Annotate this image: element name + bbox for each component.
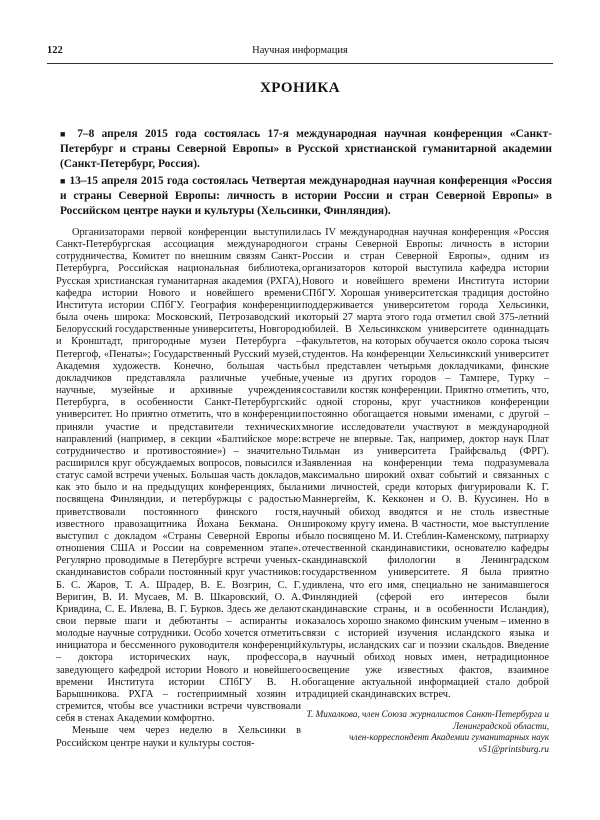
author-signature xyxy=(302,709,549,755)
signature-position: член-корреспондент Академии гуманитарных наук xyxy=(349,732,549,743)
square-bullet-icon: ■ xyxy=(60,175,67,186)
section-name: Научная информация xyxy=(252,45,348,56)
announcement-2-text: 13–15 апреля 2015 года состоялась Четвертая международная научная конференция «Россия и страны Северной Европы: личность в истории России и стран Северной Европы» в Российском центре науки и культуры (Хельсинки, Финляндия). xyxy=(60,174,552,218)
article-paragraph-2-start: Меньше чем через неделю в Хельсинки в Российском центре науки и культуры состоя- xyxy=(56,725,301,749)
running-head xyxy=(47,44,553,58)
announcement-2 xyxy=(60,174,552,220)
article-column-right xyxy=(302,227,549,755)
announcement-1-text: 7–8 апреля 2015 года состоялась 17-я международная научная конференция «Санкт-Петербург и страны Северной Европы» в Русской христианской гуманитарной академии (Санкт-Петербург, Россия). xyxy=(60,128,552,171)
signature-email: v51@printsburg.ru xyxy=(478,743,549,754)
article-paragraph-2: лась IV международная научная конференция «Россия и страны Северной Европы: личность в истории России и стран Северной Европы», одним из организаторов которой выступила кафедра истории Нового и новейшего времени Института истории СПбГУ. Хорошая университетская традиция достойно поддерживается университетом города Хельсинки, который 27 марта этого года отметил свой 375-летний юбилей. В Хельсинкском университете одиннадцать факультетов, на которых обучается около сорока тысяч студентов. На конференции Хельсинкский университет был представлен четырьмя докладчиками, финские ученые из других городов – Тампере, Турку – составили костяк конференции. Приятно отметить, что, с одной стороны, круг участников конференции постоянно обогащается новыми именами, с другой – многие исследователи участвуют в международной встрече не впервые. Так, например, доктор наук Плат Тильман из университета Грайфсвальд (ФРГ). Заявленная на конференции тема подразумевала максимально широкий охват событий и связанных с ними личностей, среди которых фигурировали К. Г. Маннергейм, К. Кекконен и О. В. Куусинен. Но в научный обиход вводятся и не столь известные широкому кругу имена. В частности, мое выступление было посвящено М. И. Стеблин-Каменскому, патриарху отечественной скандинавистики, основателю кафедры скандинавской филологии в Ленинградском государственном университете. Я была приятно удивлена, что его имя, специально не занимавшегося Финляндией (сферой его интересов были скандинавские страны, и в особенности Исландия), оказалось хорошо знакомо финским ученым – именно в связи с историей изучения исландского языка и культуры, исландских саг и поэзии скальдов. Введение в научный обиход новых имен, нетрадиционное освещение уже известных фактов, взаимное обогащение актуальной информацией стало доброй традицией скандинавских встреч. xyxy=(302,227,549,700)
article-paragraph-1: Организаторами первой конференции выступили Санкт-Петербургская ассоциация международного сотрудничества, Комитет по внешним связям Санкт-Петербурга, Российская национальная библиотека, Русская христианская гуманитарная академия (РХГА), кафедра истории Нового и новейшего времени Института истории СПбГУ. География конференции была очень широка: Московский, Петрозаводский и Белорусский государственные университеты, Новгород и Кронштадт, пригородные музеи Петербурга – Петергоф, «Пенаты»; Государственный Русский музей, Академия художеств. Конечно, большая часть докладчиков представляла различные учебные, научные, музейные и архивные учреждения Петербурга, в особенности Санкт-Петербургский университет. Но приятно отметить, что в конференции приняли участие и представители технических направлений (например, в секции «Балтийское море: сотрудничество и противостояние») – значительно расширился круг обсуждаемых вопросов, повысился и статус самой встречи ученых. Большая часть докладов, как это было и на предыдущих конференциях, была посвящена Финляндии, и петербуржцы с радостью приветствовали постоянного финского гостя, известного правозащитника Йохана Бекмана. Он выступил с докладом «Страны Северной Европы и отношения США и России на современном этапе». Регулярно проводимые в Петербурге встречи ученых-скандинавистов собрали постоянный круг участников: Б. С. Жаров, Т. А. Шрадер, В. Е. Возгрин, С. Г. Веригин, В. И. Мусаев, М. В. Шкаровский, О. А. Кривдина, С. Е. Ивлева, В. Г. Бурков. Здесь же делают свои первые шаги и дебютанты – аспиранты и молодые научные сотрудники. Особо хочется отметить инициатора и бессменного руководителя конференций – доктора исторических наук, профессора, заведующего кафедрой истории Нового и новейшего времени Института истории СПбГУ В. Н. Барышникова. РХГА – гостеприимный хозяин и стремится, чтобы все участники встречи чувствовали себя в стенах Академии комфортно. xyxy=(56,227,301,725)
square-bullet-icon: ■ xyxy=(60,129,70,139)
article-column-left xyxy=(56,227,301,750)
announcements xyxy=(60,127,552,220)
page-number: 122 xyxy=(47,45,63,56)
page-title: ХРОНИКА xyxy=(259,80,341,96)
signature-author: Т. Михалкова, член Союза журналистов Санкт-Петербурга и Ленинградской области, xyxy=(306,709,549,731)
header-rule xyxy=(47,63,553,64)
announcement-1 xyxy=(60,127,552,173)
